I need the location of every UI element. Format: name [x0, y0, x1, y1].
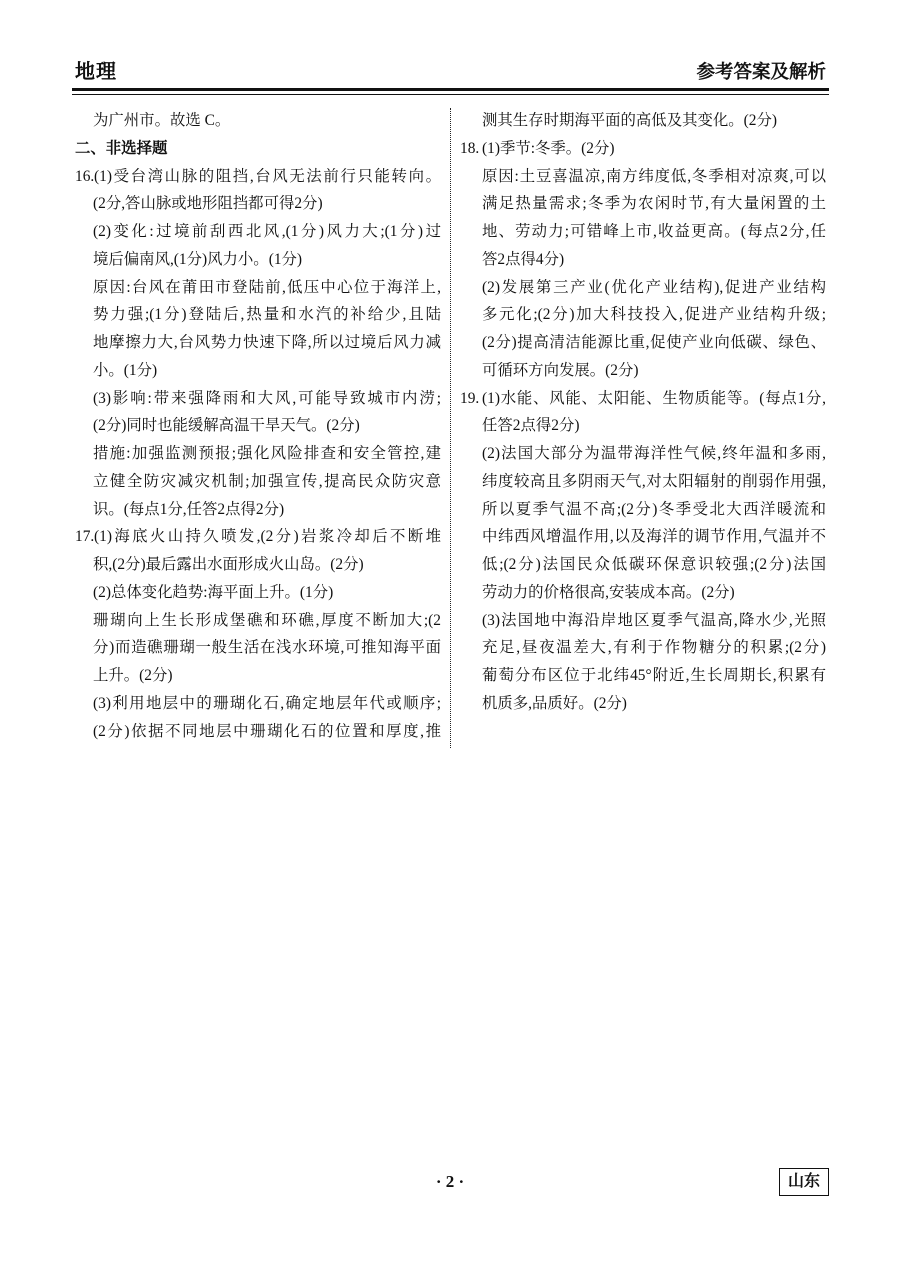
question-number-18: 18.: [460, 139, 480, 157]
left-column: [75, 107, 441, 745]
region-badge: 山东: [779, 1168, 829, 1196]
q19-answer-line: 机质多,品质好。(2分): [482, 694, 627, 712]
q16-answer-line: (2)变化:过境前刮西北风,(1分)风力大;(1分)过: [93, 223, 441, 240]
q18-answer-line: (2)发展第三产业(优化产业结构),促进产业结构: [482, 278, 826, 296]
q17-answer-line: 分)而造礁珊瑚一般生活在浅水环境,可推知海平面: [93, 639, 441, 657]
q18-answer-line: (2分)提高清洁能源比重,促使产业向低碳、绿色、: [482, 334, 826, 351]
q18-answer-line: 地、劳动力;可错峰上市,收益更高。(每点2分,任: [482, 223, 826, 240]
q16-answer-line: 原因:台风在莆田市登陆前,低压中心位于海洋上,: [93, 278, 441, 296]
q19-answer-line: 充足,昼夜温差大,有利于作物糖分的积累;(2分): [482, 639, 826, 657]
q17-answer-text: (1)海底火山持久喷发,(2分)岩浆冷却后不断堆: [94, 528, 441, 546]
q18-answer-line: 满足热量需求;冬季为农闲时节,有大量闲置的土: [482, 195, 826, 213]
q19-answer-text: (1)水能、风能、太阳能、生物质能等。(每点1分,: [482, 389, 826, 407]
question-number-19: 19.: [460, 389, 480, 407]
q19-answer-line: 中纬西风增温作用,以及海洋的调节作用,气温并不: [482, 528, 826, 546]
q16-answer-line: 立健全防灾减灾机制;加强宣传,提高民众防灾意: [93, 472, 441, 490]
q16-first-line: [75, 163, 441, 191]
q17-answer-line: (2)总体变化趋势:海平面上升。(1分): [93, 583, 334, 601]
right-column: [460, 107, 826, 718]
q18-answer-line: 多元化;(2分)加大科技投入,促进产业结构升级;: [482, 306, 826, 324]
doc-title: 参考答案及解析: [696, 63, 826, 83]
q18-answer-line: 原因:土豆喜温凉,南方纬度低,冬季相对凉爽,可以: [482, 167, 826, 185]
q16-answer-line: (2分)同时也能缓解高温干旱天气。(2分): [93, 417, 360, 435]
q17-answer-line: (2分)依据不同地层中珊瑚化石的位置和厚度,推: [93, 722, 441, 740]
column-divider: [450, 108, 451, 748]
subject-label: 地理: [75, 61, 117, 83]
q16-answer-line: (3)影响:带来强降雨和大风,可能导致城市内涝;: [93, 389, 441, 407]
q16-answer-text: (1)受台湾山脉的阻挡,台风无法前行只能转向。: [94, 167, 441, 185]
q19-answer-line: 劳动力的价格很高,安装成本高。(2分): [482, 583, 735, 601]
q19-answer-line: 任答2点得2分): [482, 417, 580, 435]
q19-first-line: [460, 385, 826, 413]
question-number-16: 16.: [75, 167, 95, 185]
section-title: 二、非选择题: [75, 139, 168, 157]
q16-answer-line: 小。(1分): [93, 361, 158, 379]
q19-answer-line: 纬度较高且多阴雨天气,对太阳辐射的削弱作用强,: [482, 472, 826, 490]
question-number-17: 17.: [75, 528, 95, 546]
q17-answer-line: 珊瑚向上生长形成堡礁和环礁,厚度不断加大;(2: [93, 611, 441, 629]
q19-answer-line: (3)法国地中海沿岸地区夏季气温高,降水少,光照: [482, 611, 826, 629]
prev-answer-tail: 为广州市。故选 C。: [93, 112, 231, 129]
q19-answer-line: 葡萄分布区位于北纬45°附近,生长周期长,积累有: [482, 667, 826, 684]
q17-answer-line: 积,(2分)最后露出水面形成火山岛。(2分): [93, 556, 364, 573]
q16-answer-line: 地摩擦力大,台风势力快速下降,所以过境后风力减: [93, 334, 441, 351]
q19-answer-line: (2)法国大部分为温带海洋性气候,终年温和多雨,: [482, 445, 826, 462]
q18-answer-text: (1)季节:冬季。(2分): [482, 139, 615, 157]
page-number: · 2 ·: [435, 1172, 465, 1191]
q17-answer-line: 上升。(2分): [93, 667, 173, 684]
q17-answer-line: (3)利用地层中的珊瑚化石,确定地层年代或顺序;: [93, 694, 441, 712]
q16-answer-line: 措施:加强监测预报;强化风险排查和安全管控,建: [93, 445, 441, 462]
q16-answer-line: 势力强;(1分)登陆后,热量和水汽的补给少,且陆: [93, 306, 441, 324]
q17-first-line: [75, 523, 441, 551]
q17-answer-line: 测其生存时期海平面的高低及其变化。(2分): [482, 112, 777, 129]
q16-answer-line: 识。(每点1分,任答2点得2分): [93, 500, 285, 518]
header-rule-thick: [72, 88, 829, 91]
q19-answer-line: 所以夏季气温不高;(2分)冬季受北大西洋暖流和: [482, 500, 826, 518]
q18-answer-line: 答2点得4分): [482, 250, 565, 268]
q19-answer-line: 低;(2分)法国民众低碳环保意识较强;(2分)法国: [482, 556, 826, 573]
q16-answer-line: 境后偏南风,(1分)风力小。(1分): [93, 250, 303, 268]
q16-answer-line: (2分,答山脉或地形阻挡都可得2分): [93, 195, 323, 213]
q18-answer-line: 可循环方向发展。(2分): [482, 361, 639, 379]
q18-first-line: [460, 135, 826, 163]
header-rule-thin: [72, 94, 829, 95]
